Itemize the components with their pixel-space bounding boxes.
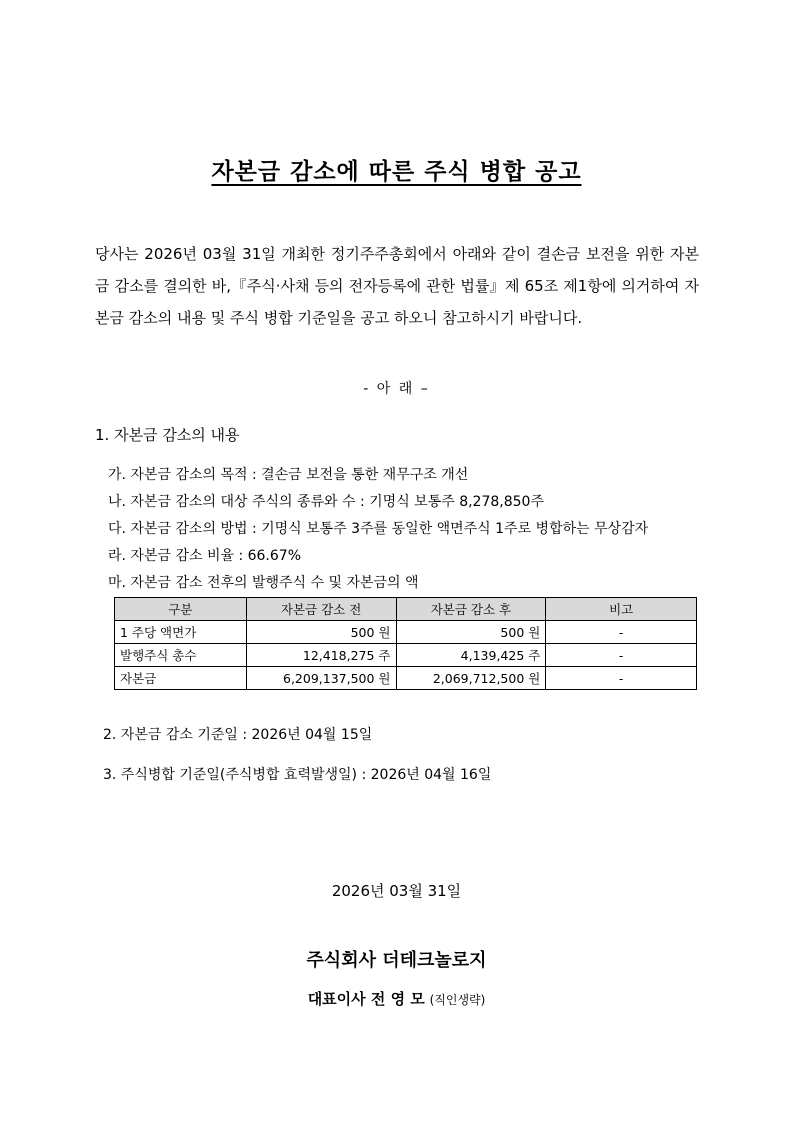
table-cell: 1 주당 액면가 [115,621,247,644]
table-cell: - [546,621,697,644]
ceo-signature [0,988,793,1009]
list-item: 라. 자본금 감소 비율 : 66.67% [108,548,301,564]
table-cell: 6,209,137,500 원 [246,667,396,690]
section-1-heading: 1. 자본금 감소의 내용 [95,426,240,444]
notice-title: 자본금 감소에 따른 주식 병합 공고 [211,159,582,185]
section-2: 2. 자본금 감소 기준일 : 2026년 04월 15일 [103,727,373,743]
table-row [115,667,697,690]
table-cell: 500 원 [396,621,546,644]
table-cell: 12,418,275 주 [246,644,396,667]
table-cell: - [546,667,697,690]
ceo-name: 대표이사 전 영 모 [307,990,425,1008]
section-divider-label: - 아 래 – [363,381,430,397]
table-header-cell: 자본금 감소 후 [396,598,546,621]
table-header-row [115,598,697,621]
company-name: 주식회사 더테크놀로지 [306,950,487,971]
section-3: 3. 주식병합 기준일(주식병합 효력발생일) : 2026년 04월 16일 [103,767,492,783]
table-cell: 자본금 [115,667,247,690]
intro-text: 당사는 2026년 03월 31일 개최한 정기주주총회에서 아래와 같이 결손금 보전을 위한 자본금 감소를 결의한 바,『주식·사채 등의 전자등록에 관한 법률』제 65조 제1항에 의거하여 자본금 감소의 내용 및 주식 병합 기준일을 공고 하오니 참고하시기 바랍니다. [95,245,699,327]
table-header-cell: 비고 [546,598,697,621]
list-item: 가. 자본금 감소의 목적 : 결손금 보전을 통한 재무구조 개선 [108,467,469,483]
section-1-items [108,462,648,597]
capital-reduction-table [114,597,697,690]
table-row [115,644,697,667]
table-header-cell: 구분 [115,598,247,621]
notice-date: 2026년 03월 31일 [331,882,462,900]
table-cell: - [546,644,697,667]
table-cell: 발행주식 총수 [115,644,247,667]
table-cell: 4,139,425 주 [396,644,546,667]
table-row [115,621,697,644]
list-item: 마. 자본금 감소 전후의 발행주식 수 및 자본금의 액 [108,575,419,591]
table-cell: 500 원 [246,621,396,644]
table-header-cell: 자본금 감소 전 [246,598,396,621]
list-item: 나. 자본금 감소의 대상 주식의 종류와 수 : 기명식 보통주 8,278,850주 [108,494,544,510]
seal-omitted-note: (직인생략) [429,993,486,1007]
table-cell: 2,069,712,500 원 [396,667,546,690]
intro-paragraph [95,238,699,334]
list-item: 다. 자본금 감소의 방법 : 기명식 보통주 3주를 동일한 액면주식 1주로 병합하는 무상감자 [108,521,649,537]
